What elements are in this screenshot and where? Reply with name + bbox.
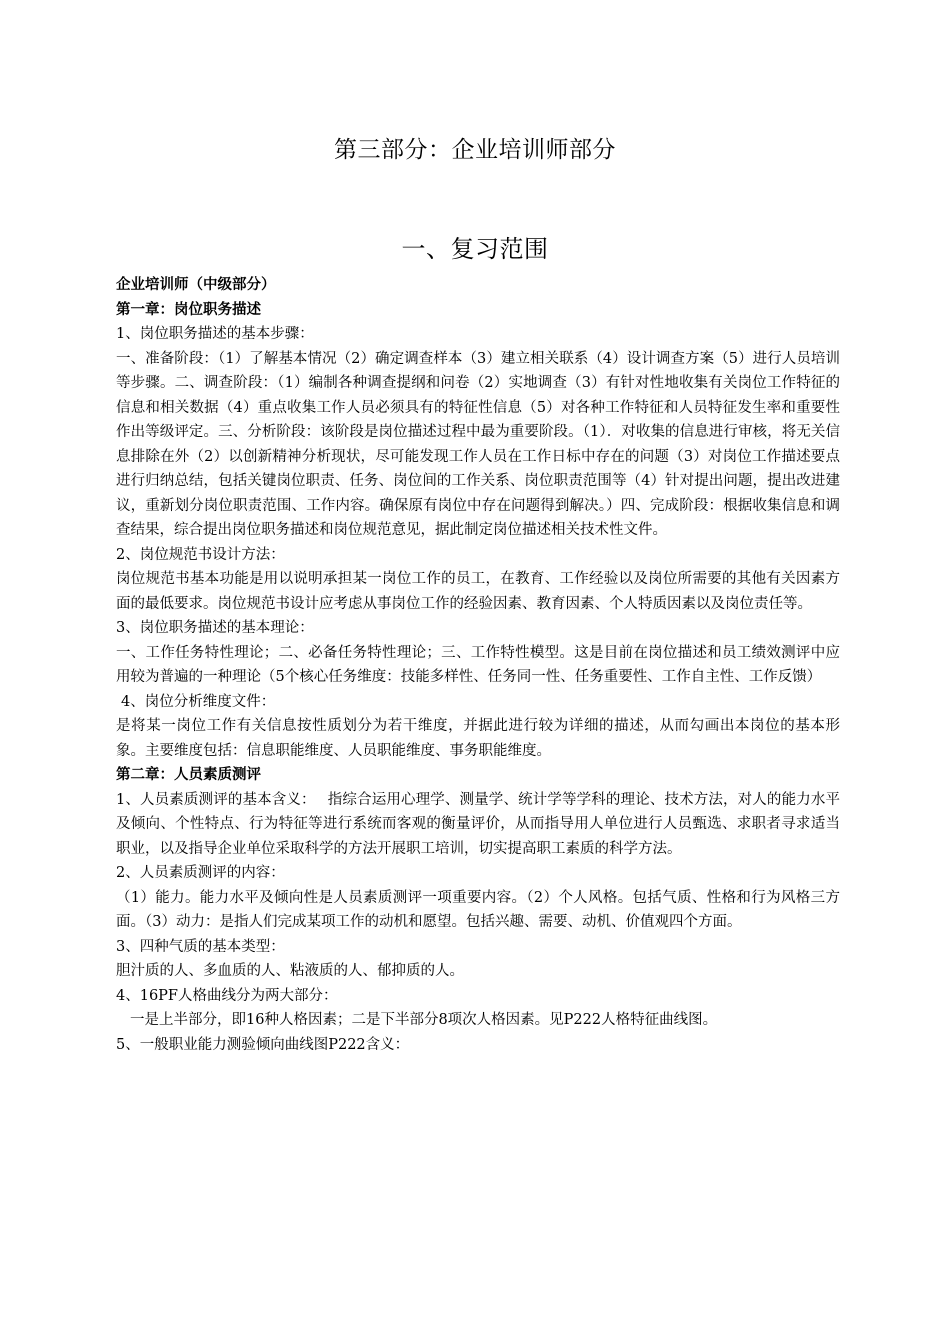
ch1-question-3-title: 3、岗位职务描述的基本理论： (116, 620, 314, 636)
level-heading: 企业培训师（中级部分） (116, 276, 276, 293)
section-title: 一、复习范围 (401, 235, 549, 263)
document-body (116, 273, 840, 1057)
ch1-question-2-title: 2、岗位规范书设计方法： (116, 546, 285, 563)
ch2-question-3-body: 胆汁质的人、多血质的人、粘液质的人、郁抑质的人。 (116, 963, 464, 979)
chapter-1-title: 第一章：岗位职务描述 (116, 300, 261, 318)
document-main-title: 第三部分：企业培训师部分 (334, 137, 616, 163)
ch2-question-3-title: 3、四种气质的基本类型： (116, 938, 285, 955)
ch1-question-4-title: 4、岗位分析维度文件： (121, 693, 276, 710)
ch1-question-2-body: 岗位规范书基本功能是用以说明承担某一岗位工作的员工，在教育、工作经验以及岗位所需要的其他有关因素方面的最低要求。岗位规范书设计应考虑从事岗位工作的经验因素、教育因素、个人特质因素以及岗位责任等。 (116, 571, 840, 612)
ch2-question-2-body: （1）能力。能力水平及倾向性是人员素质测评一项重要内容。（2）个人风格。包括气质、性格和行为风格三方面。（3）动力：是指人们完成某项工作的动机和愿望。包括兴趣、需要、动机、价值观四个方面。 (116, 889, 840, 930)
ch2-question-1-body: 1、人员素质测评的基本含义： 指综合运用心理学、测量学、统计学等学科的理论、技术方法，对人的能力水平及倾向、个性特点、行为特征等进行系统而客观的衡量评价，从而指导用人单位进行人员甄选、求职者寻求适当职业，以及指导企业单位采取科学的方法开展职工培训，切实提高职工素质的科学方法。 (116, 791, 840, 857)
ch2-question-2-title: 2、人员素质测评的内容： (116, 865, 285, 881)
ch2-question-4-title: 4、16PF人格曲线分为两大部分： (116, 987, 338, 1004)
ch1-question-1-title: 1、岗位职务描述的基本步骤： (116, 326, 314, 342)
ch2-question-5-title: 5、一般职业能力测验倾向曲线图P222含义： (116, 1036, 410, 1053)
ch1-question-1-body: 一、准备阶段：（1）了解基本情况（2）确定调查样本（3）建立相关联系（4）设计调查方案（5）进行人员培训等步骤。二、调查阶段：（1）编制各种调查提纲和问卷（2）实地调查（3）有针对性地收集有关岗位工作特征的信息和相关数据（4）重点收集工作人员必须具有的特征性信息（5）对各种工作特征和人员特征发生率和重要性作出等级评定。三、分析阶段：该阶段是岗位描述过程中最为重要阶段。（1）．对收集的信息进行审核，将无关信息排除在外（2）以创新精神分析现状，尽可能发现工作人员在工作日标中存在的问题（3）对岗位工作描述要点进行归纳总结，包括关键岗位职责、任务、岗位间的工作关系、岗位职责范围等（4）针对提出问题，提出改进建议，重新划分岗位职责范围、工作内容。确保原有岗位中存在问题得到解决。）四、完成阶段：根据收集信息和调查结果，综合提出岗位职务描述和岗位规范意见，据此制定岗位描述相关技术性文件。 (116, 350, 840, 538)
chapter-2-title: 第二章：人员素质测评 (116, 766, 261, 783)
ch1-question-3-body: 一、工作任务特性理论；二、必备任务特性理论；三、工作特性模型。这是目前在岗位描述和员工绩效测评中应用较为普遍的一种理论（5个核心任务维度：技能多样性、任务同一性、任务重要性、工作自主性、工作反馈） (116, 644, 840, 685)
ch2-question-4-body: 一是上半部分，即16种人格因素；二是下半部分8项次人格因素。见P222人格特征曲线图。 (130, 1012, 718, 1028)
ch1-question-4-body: 是将某一岗位工作有关信息按性质划分为若干维度，并据此进行较为详细的描述，从而勾画出本岗位的基本形象。主要维度包括：信息职能维度、人员职能维度、事务职能维度。 (116, 718, 840, 759)
